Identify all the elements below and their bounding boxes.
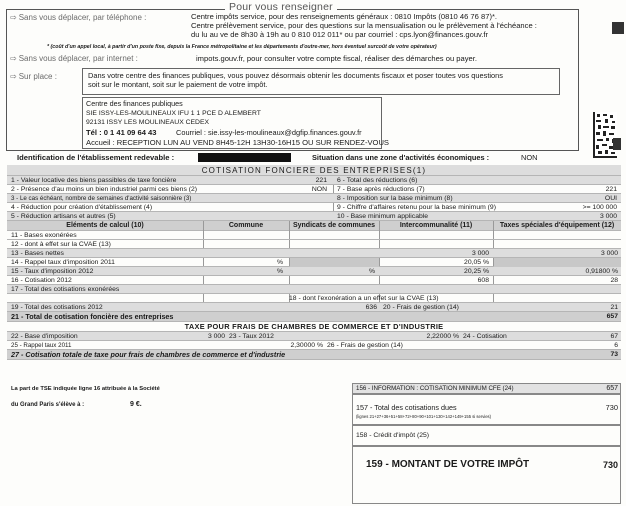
row-27: 27 - Cotisation totale de taxe pour frais de chambres de commerce et d'industrie 73 [7, 350, 621, 360]
centre-reception-hours: Accueil : RECEPTION LUN AU VEND 8H45-12H 13H30-16H15 OU SUR RENDEZ-VOUS [86, 138, 389, 147]
ident-label: Identification de l'établissement redevable : [17, 153, 175, 162]
cfe-row: 3 - Le cas échéant, nombre de semaines d'activité saisonnière (3) 8 - Imposition sur la base minimum (8) OUI [7, 194, 621, 203]
phone-section [10, 13, 146, 22]
centre-address-2: 92131 ISSY LES MOULINEAUX CEDEX [86, 119, 210, 126]
row-16: 16 - Cotisation 2012 608 28 [7, 276, 621, 285]
line-159-label: 159 - MONTANT DE VOTRE IMPÔT [366, 459, 530, 470]
column-header: Syndicats de communes [292, 222, 376, 229]
line-159-value: 730 [602, 460, 618, 470]
datamatrix-icon [593, 112, 617, 158]
zone-value: NON [521, 153, 538, 162]
internet-text: impots.gouv.fr, pour consulter votre compte fiscal, réaliser des démarches ou payer. [196, 54, 477, 63]
row-21: 21 - Total de cotisation foncière des entreprises 657 [7, 312, 621, 322]
registration-mark [612, 22, 624, 34]
arrow-right-icon: ⇨ [10, 54, 17, 63]
column-header: Commune [228, 222, 264, 229]
redacted-identifier [198, 153, 291, 162]
cfe-row: 4 - Réduction pour création d'établissement (4) 9 - Chiffre d'affaires retenu pour la base minimum (9) >= 100 000 [7, 203, 621, 212]
line-157-detail: (lignes 21+27+36+51+58+72+80+90+101+130+142+149+155 si servies) [356, 414, 492, 419]
row-14: 14 - Rappel taux d'imposition 2011 % 20,05 % [7, 258, 621, 267]
row-12: 12 - dont à effet sur la CVAE (13) [7, 240, 621, 249]
internet-label: Sans vous déplacer, par internet : [18, 54, 138, 63]
place-label: Sur place : [18, 72, 57, 81]
zone-label: Situation dans une zone d'activités économiques : [312, 153, 490, 162]
row-17: 17 - Total des cotisations exonérées [7, 285, 621, 294]
row-18: 18 - dont l'exonération a un effet sur la CVAE (13) [7, 294, 621, 303]
place-text-1: Dans votre centre des finances publiques, vous pouvez désormais obtenir les documents fiscaux et poser toutes vos questions [88, 71, 503, 80]
arrow-right-icon: ⇨ [10, 72, 17, 81]
row-13: 13 - Bases nettes 3 000 3 000 [7, 249, 621, 258]
line-158-label: 158 - Crédit d'impôt (25) [356, 432, 430, 439]
tse-note-1: La part de TSE indiquée ligne 16 attribuée à la Société [11, 386, 160, 392]
phone-note: * (coût d'un appel local, à partir d'un poste fixe, depuis la France métropolitaine et les départements d'outre-mer, hors éventuel surcoût de votre opérateur) [47, 44, 437, 50]
line-159 [352, 446, 621, 504]
cfe-row: 5 - Réduction artisans et autres (5) 10 - Base minimum applicable 3 000 [7, 212, 621, 221]
line-156-value: 657 [606, 385, 618, 392]
centre-email: Courriel : sie.issy-les-moulineaux@dgfip.finances.gouv.fr [176, 128, 362, 137]
cfe-row: 1 - Valeur locative des biens passibles de taxe foncière 221 6 - Total des réductions (6) [7, 176, 621, 185]
internet-section [10, 54, 138, 63]
cfe-title-row [7, 165, 621, 176]
cfe-title: COTISATION FONCIERE DES ENTREPRISES(1) [201, 166, 427, 175]
line-156-label: 156 - INFORMATION : COTISATION MINIMUM CFE (24) [356, 385, 514, 392]
tacfe-title-row: TAXE POUR FRAIS DE CHAMBRES DE COMMERCE ET D'INDUSTRIE [7, 322, 621, 332]
row-19-20: 19 - Total des cotisations 2012 636 20 - Frais de gestion (14) 21 [7, 303, 621, 312]
centre-phone: Tél : 0 1 41 09 64 43 [86, 128, 157, 137]
cfe-row: 2 - Présence d'au moins un bien industriel parmi ces biens (2) NON 7 - Base après réductions (7) 221 [7, 185, 621, 194]
phone-text-2: Centre prélèvement service, pour des questions sur la mensualisation ou le prélèvement à l'échéance : [191, 21, 537, 30]
tse-note-2: du Grand Paris s'élève à : [11, 402, 85, 408]
line-157-label: 157 - Total des cotisations dues [356, 403, 457, 412]
column-header: Taxes spéciales d'équipement (12) [499, 222, 615, 229]
line-157-value: 730 [605, 403, 618, 412]
row-15: 15 - Taux d'imposition 2012 % % 20,25 % 0,91800 % [7, 267, 621, 276]
tse-value: 9 €. [130, 401, 142, 408]
columns-header-row [7, 221, 621, 231]
centre-name: Centre des finances publiques [86, 99, 183, 108]
row-11: 11 - Bases exonérées [7, 231, 621, 240]
place-text-2: soit sur le montant, soit sur le paiement de votre impôt. [88, 80, 268, 89]
phone-label: Sans vous déplacer, par téléphone : [18, 13, 147, 22]
info-box-title: Pour vous renseigner [225, 1, 337, 13]
row-25-26: 25 - Rappel taux 2011 2,30000 % 26 - Frais de gestion (14) 6 [7, 341, 621, 350]
column-header: Intercommunalité (11) [399, 222, 473, 229]
arrow-right-icon: ⇨ [10, 13, 17, 22]
row-22-24: 22 - Base d'imposition 3 000 23 - Taux 2012 2,22000 % 24 - Cotisation 67 [7, 332, 621, 341]
column-header: Eléments de calcul (10) [66, 222, 144, 229]
place-section [10, 72, 57, 81]
registration-mark [613, 138, 621, 150]
centre-address-1: SIE ISSY-LES-MOULINEAUX IFU 1 1 PCE D ALEMBERT [86, 110, 261, 117]
phone-text-1: Centre impôts service, pour des renseignements généraux : 0810 Impôts (0810 46 76 87)*. [191, 12, 498, 21]
phone-text-3: du lu au ve de 8h30 à 19h au 0 810 012 011* ou par courriel : cps.lyon@finances.gouv.fr [191, 30, 489, 39]
